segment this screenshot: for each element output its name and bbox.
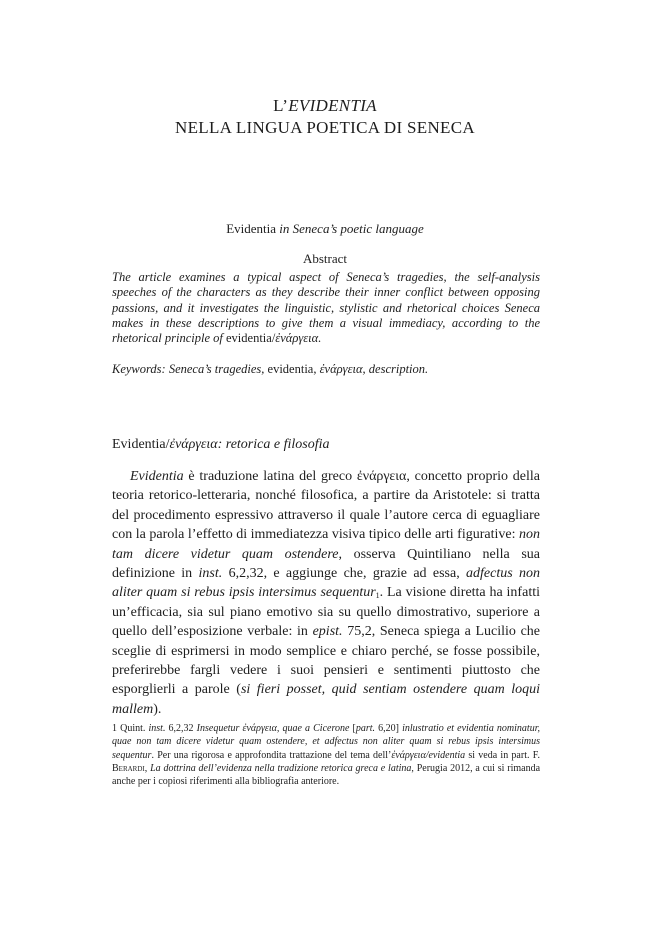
footnote [112,722,540,788]
title-prefix: L’ [273,96,289,115]
fn-seg: . Per una rigorosa e approfondita trattazione del tema dell’ [151,749,392,761]
body-text [112,467,540,719]
keywords [112,361,540,377]
title-italic-word: EVIDENTIA [288,96,377,115]
abstract-term: evidentia/ [226,331,276,346]
fn-author: Berardi [112,762,145,774]
body-ref: inst. [198,566,223,582]
fn-seg: Insequetur ἐνάργεια, quae a Cicerone [196,723,350,734]
fn-seg: inst. [148,723,166,734]
fn-seg: ἐνάργεια/evidentia [391,749,466,761]
title-line-1 [0,95,650,117]
fn-seg: si veda in part. F. [465,749,540,761]
fn-seg: 6,2,32 [165,723,197,734]
keywords-label: Keywords: Seneca’s tragedies, [112,362,265,376]
body-quote: adfectus non aliter quam si rebus ipsis intersimus sequentur [112,566,540,601]
english-title-rest: in Seneca’s poetic language [279,221,424,236]
fn-seg: , Perugia 2012, a cui si rimanda anche per i copiosi riferimenti alla bibliografia anteriore. [112,762,541,788]
english-title-word: Evidentia [226,221,277,236]
keyword-last: description. [368,362,429,376]
fn-book-title: La dottrina dell’evidenza nella tradizione retorica greca e latina [150,762,412,774]
abstract-heading: Abstract [302,251,348,266]
body-seg: ). [153,701,162,717]
article-title [0,95,650,139]
abstract-body: The article examines a typical aspect of Seneca’s tragedies, the self-analysis speeches of the characters as they describe their inner conflict between opposing passions, and it investigates the linguistic, stylistic and rhetorical choices Seneca makes in these descriptions to give them a visual immediacy, according to the rhetorical principle of [112,270,540,346]
section-word: Evidentia/ [112,437,170,452]
footnote-number: 1 [112,723,117,734]
section-rest: ἐνάργεια: retorica e filosofia [169,437,330,452]
footnote-marker[interactable]: 1 [375,591,380,601]
fn-seg: part. [355,723,376,734]
body-seg: 6,2,32, e aggiunge che, grazie ad essa, [222,566,467,582]
fn-seg: 6,20] [375,723,403,734]
abstract-text [112,270,540,346]
title-line-2: NELLA LINGUA POETICA DI SENECA [175,118,475,137]
keyword-term: evidentia, [267,362,317,376]
fn-seg: inlustratio et evidentia nominatur, quae non tam dicere videtur quam ostendere, et adfectus non aliter quam si rebus ipsis intersimus sequentur [112,723,540,761]
body-paragraph [112,467,540,719]
body-ref: epist. [312,624,343,640]
abstract-greek: ἐνάργεια. [275,331,322,346]
keyword-greek: ἐνάργεια, [319,362,366,376]
body-quote: non tam dicere videtur quam ostendere [112,527,540,562]
body-seg: , osserva Quintiliano nella sua definizione in [112,546,540,582]
fn-seg: Quint. [117,723,149,734]
body-seg: è traduzione latina del greco ἐνάργεια, concetto proprio della teoria retorico-letteraria, nonché filosofica, a partire da Aristotele: si tratta del procedimento espressivo attraverso il quale l’autore cerca di eguagliare con la parola l’effetto di immediatezza visiva tipico delle arti figurative: [112,469,540,543]
body-quote: si fieri posset, quid sentiam ostendere quam loqui mallem [112,682,540,717]
body-seg: Evidentia [130,469,184,484]
body-seg: . La visione diretta ha infatti un’efficacia, sia sul piano emotivo sia su quello dimostrativo, superiore a quello dell’esposizione verbale: in [112,585,540,640]
section-heading [112,436,540,454]
fn-seg: [ [349,723,356,734]
fn-seg: , [144,762,151,774]
body-seg: 75,2, Seneca spiega a Lucilio che sceglie di esprimersi in modo semplice e chiaro perché, se fosse possibile, preferirebbe fargli vedere i suoi pensieri e sentimenti piuttosto che esporglierli a parole ( [112,624,540,698]
english-title [0,220,650,237]
